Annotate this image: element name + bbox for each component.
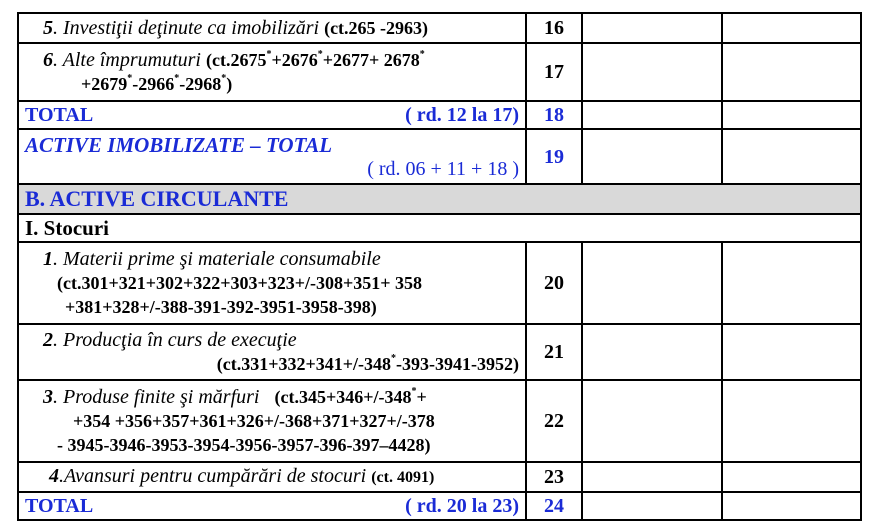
- value-cell-previous[interactable]: [722, 462, 861, 492]
- section-header-row: [18, 184, 861, 214]
- footnote-star: *: [419, 49, 425, 60]
- value-cell-current[interactable]: [582, 13, 722, 43]
- value-cell-previous[interactable]: [722, 492, 861, 520]
- section-title: B. ACTIVE CIRCULANTE: [18, 184, 861, 214]
- value-cell-previous[interactable]: [722, 242, 861, 324]
- item-number: 1: [43, 248, 53, 270]
- row-label: [18, 462, 526, 492]
- account-formula: +381+328+/-388-391-392-3951-3958-398): [65, 297, 377, 317]
- value-cell-previous[interactable]: [722, 380, 861, 462]
- value-cell-previous[interactable]: [722, 13, 861, 43]
- subsection-title: I. Stocuri: [18, 214, 861, 242]
- row-number: 19: [526, 129, 582, 184]
- row-label: [18, 13, 526, 43]
- table-row: [18, 43, 861, 101]
- total-label: ACTIVE IMOBILIZATE – TOTAL: [25, 132, 333, 157]
- table-row: [18, 324, 861, 380]
- footnote-star: *: [266, 49, 272, 60]
- total-range: ( rd. 12 la 17): [405, 104, 519, 126]
- item-label: . Produse finite şi mărfuri: [53, 386, 260, 408]
- item-label: . Alte împrumuturi: [53, 49, 201, 71]
- total-label: TOTAL: [25, 495, 94, 517]
- row-number: 20: [526, 242, 582, 324]
- item-number: 5: [43, 17, 53, 39]
- row-label: [18, 380, 526, 462]
- value-cell-current[interactable]: [582, 324, 722, 380]
- value-cell-previous[interactable]: [722, 43, 861, 101]
- value-cell-current[interactable]: [582, 43, 722, 101]
- footnote-star: *: [127, 73, 133, 84]
- item-number: 4: [49, 465, 59, 487]
- total-range: ( rd. 06 + 11 + 18 ): [367, 157, 519, 180]
- table-row: [18, 462, 861, 492]
- account-formula: (ct.265 -2963): [324, 18, 429, 38]
- footnote-star: *: [317, 49, 323, 60]
- footnote-star: *: [174, 73, 180, 84]
- account-formula: -393-3941-3952): [396, 354, 519, 374]
- row-number: 18: [526, 101, 582, 129]
- row-number: 22: [526, 380, 582, 462]
- row-number: 21: [526, 324, 582, 380]
- item-number: 3: [43, 386, 53, 408]
- subsection-header-row: [18, 214, 861, 242]
- value-cell-previous[interactable]: [722, 324, 861, 380]
- account-formula: +2679: [81, 74, 128, 94]
- item-label: . Investiţii deţinute ca imobilizări: [53, 17, 320, 39]
- row-label: [18, 492, 526, 520]
- value-cell-current[interactable]: [582, 101, 722, 129]
- value-cell-current[interactable]: [582, 492, 722, 520]
- item-number: 6: [43, 49, 53, 71]
- total-range: ( rd. 20 la 23): [405, 495, 519, 517]
- value-cell-current[interactable]: [582, 129, 722, 184]
- row-number: 23: [526, 462, 582, 492]
- table-row: [18, 101, 861, 129]
- row-label: [18, 101, 526, 129]
- row-label: [18, 242, 526, 324]
- account-formula: +: [416, 387, 427, 407]
- item-label: . Producţia în curs de execuţie: [53, 329, 297, 351]
- total-label: TOTAL: [25, 104, 94, 126]
- account-formula: (ct.301+321+302+322+303+323+/-308+351+ 358: [57, 273, 423, 293]
- table-row: [18, 380, 861, 462]
- balance-sheet-table: [17, 12, 862, 521]
- value-cell-current[interactable]: [582, 242, 722, 324]
- account-formula: +2677+ 2678: [322, 50, 420, 70]
- footnote-star: *: [391, 353, 397, 364]
- account-formula: (ct.2675: [205, 50, 267, 70]
- table-row: [18, 129, 861, 184]
- table-row: [18, 13, 861, 43]
- value-cell-previous[interactable]: [722, 101, 861, 129]
- row-label: [18, 129, 526, 184]
- value-cell-previous[interactable]: [722, 129, 861, 184]
- account-formula: (ct. 4091): [371, 469, 435, 486]
- item-label: .Avansuri pentru cumpărări de stocuri: [59, 465, 367, 487]
- footnote-star: *: [411, 386, 417, 397]
- account-formula: (ct.345+346+/-348: [274, 387, 412, 407]
- footnote-star: *: [221, 73, 227, 84]
- account-formula: (ct.331+332+341+/-348: [216, 354, 392, 374]
- account-formula: +2676: [271, 50, 318, 70]
- account-formula: -2966: [132, 74, 175, 94]
- row-label: [18, 324, 526, 380]
- table-row: [18, 242, 861, 324]
- item-number: 2: [43, 329, 53, 351]
- value-cell-current[interactable]: [582, 462, 722, 492]
- account-formula: +354 +356+357+361+326+/-368+371+327+/-378: [73, 411, 435, 431]
- account-formula: -2968: [179, 74, 222, 94]
- value-cell-current[interactable]: [582, 380, 722, 462]
- row-number: 16: [526, 13, 582, 43]
- item-label: . Materii prime şi materiale consumabile: [53, 248, 381, 270]
- account-formula: ): [226, 74, 233, 94]
- row-number: 24: [526, 492, 582, 520]
- table-row: [18, 492, 861, 520]
- row-label: [18, 43, 526, 101]
- account-formula: - 3945-3946-3953-3954-3956-3957-396-397–4428): [57, 435, 431, 455]
- row-number: 17: [526, 43, 582, 101]
